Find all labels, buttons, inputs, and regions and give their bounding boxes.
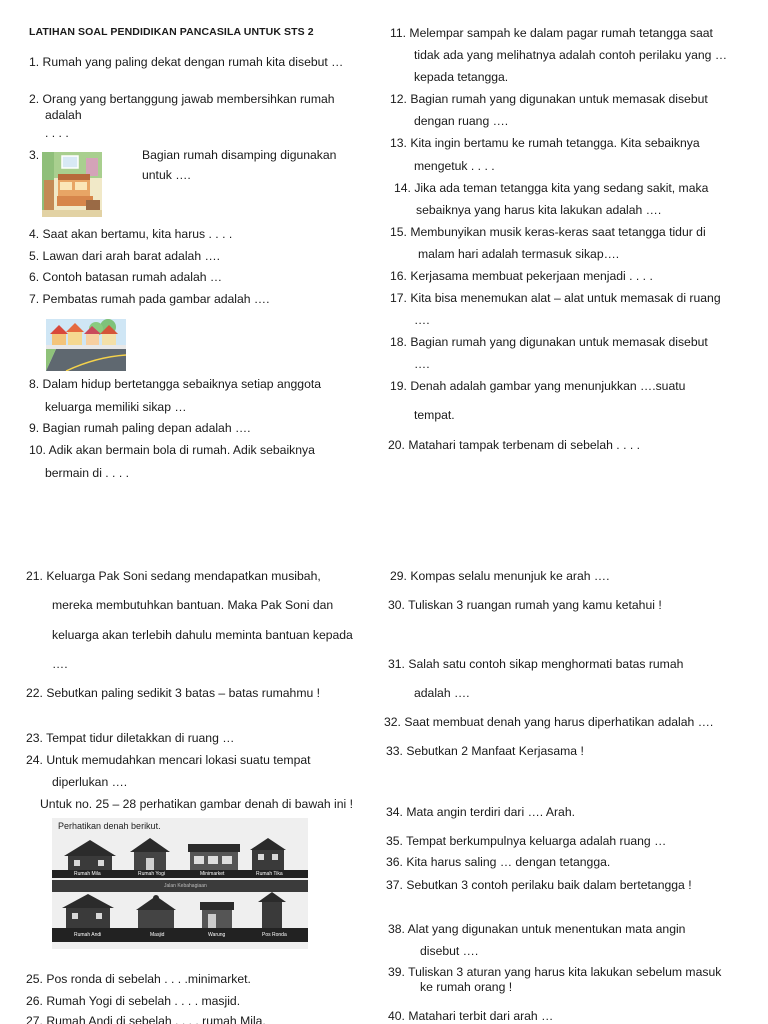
question-25: 25. Pos ronda di sebelah . . . .minimarket. xyxy=(26,972,251,986)
question-6: 6. Contoh batasan rumah adalah … xyxy=(29,270,223,284)
question-14: 14. Jika ada teman tetangga kita yang sedang sakit, maka xyxy=(394,181,709,195)
map-label-minimarket: Minimarket xyxy=(200,871,225,877)
question-37: 37. Sebutkan 3 contoh perilaku baik dalam bertetangga ! xyxy=(386,878,692,892)
question-10: 10. Adik akan bermain bola di rumah. Adik sebaiknya xyxy=(29,443,315,457)
question-7: 7. Pembatas rumah pada gambar adalah …. xyxy=(29,292,270,306)
question-5: 5. Lawan dari arah barat adalah …. xyxy=(29,249,221,263)
question-32: 32. Saat membuat denah yang harus diperhatikan adalah …. xyxy=(384,715,714,729)
question-33: 33. Sebutkan 2 Manfaat Kerjasama ! xyxy=(386,744,584,758)
question-31-cont: adalah …. xyxy=(414,686,470,700)
question-1: 1. Rumah yang paling dekat dengan rumah kita disebut … xyxy=(29,55,344,69)
question-12-cont: dengan ruang …. xyxy=(414,114,509,128)
question-9: 9. Bagian rumah paling depan adalah …. xyxy=(29,421,251,435)
question-2-dots: . . . . xyxy=(45,126,69,140)
question-15-cont: malam hari adalah termasuk sikap…. xyxy=(418,247,620,261)
question-24-cont: diperlukan …. xyxy=(52,775,128,789)
question-3-number: 3. xyxy=(29,148,40,162)
map-label-rumah-andi: Rumah Andi xyxy=(74,932,102,938)
question-36: 36. Kita harus saling … dengan tetangga. xyxy=(386,855,611,869)
houses-fence-picture xyxy=(46,319,126,371)
question-3-cont: untuk …. xyxy=(142,168,191,182)
question-21-cont3: …. xyxy=(52,657,68,671)
question-17-cont: …. xyxy=(414,313,430,327)
question-38: 38. Alat yang digunakan untuk menentukan mata angin xyxy=(388,922,686,936)
map-title: Perhatikan denah berikut. xyxy=(58,821,161,831)
question-24: 24. Untuk memudahkan mencari lokasi suatu tempat xyxy=(26,753,311,767)
question-38-cont: disebut …. xyxy=(420,944,479,958)
question-34: 34. Mata angin terdiri dari …. Arah. xyxy=(386,805,576,819)
question-2-cont: adalah xyxy=(45,108,82,122)
map-label-rumah-tika: Rumah Tika xyxy=(256,871,283,877)
question-23: 23. Tempat tidur diletakkan di ruang … xyxy=(26,731,235,745)
question-4: 4. Saat akan bertamu, kita harus . . . . xyxy=(29,227,233,241)
question-13-cont: mengetuk . . . . xyxy=(414,159,495,173)
map-label-warung: Warung xyxy=(208,932,226,938)
worksheet-title: LATIHAN SOAL PENDIDIKAN PANCASILA UNTUK STS 2 xyxy=(29,26,314,38)
question-11: 11. Melempar sampah ke dalam pagar rumah tetangga saat xyxy=(390,26,713,40)
question-16: 16. Kerjasama membuat pekerjaan menjadi . . . . xyxy=(390,269,653,283)
question-35: 35. Tempat berkumpulnya keluarga adalah ruang … xyxy=(386,834,667,848)
question-2: 2. Orang yang bertanggung jawab membersihkan rumah xyxy=(29,92,335,106)
question-27: 27. Rumah Andi di sebelah . . . . rumah Mila. xyxy=(26,1014,266,1024)
bedroom-picture xyxy=(42,152,102,217)
question-11-cont2: kepada tetangga. xyxy=(414,70,509,84)
question-21-cont: mereka membutuhkan bantuan. Maka Pak Soni dan xyxy=(52,598,334,612)
question-13: 13. Kita ingin bertamu ke rumah tetangga. Kita sebaiknya xyxy=(390,136,700,150)
question-11-cont: tidak ada yang melihatnya adalah contoh perilaku yang … xyxy=(414,48,728,62)
map-instruction: Untuk no. 25 – 28 perhatikan gambar denah di bawah ini ! xyxy=(40,797,354,811)
question-21: 21. Keluarga Pak Soni sedang mendapatkan musibah, xyxy=(26,569,321,583)
question-8: 8. Dalam hidup bertetangga sebaiknya setiap anggota xyxy=(29,377,322,391)
map-label-rumah-yogi: Rumah Yogi xyxy=(138,871,165,877)
question-29: 29. Kompas selalu menunjuk ke arah …. xyxy=(390,569,610,583)
map-label-pos-ronda: Pos Ronda xyxy=(262,932,287,938)
question-21-cont2: keluarga akan terlebih dahulu meminta bantuan kepada xyxy=(52,628,353,642)
question-18-cont: …. xyxy=(414,357,430,371)
question-17: 17. Kita bisa menemukan alat – alat untuk memasak di ruang xyxy=(390,291,721,305)
question-12: 12. Bagian rumah yang digunakan untuk memasak disebut xyxy=(390,92,708,106)
question-39: 39. Tuliskan 3 aturan yang harus kita lakukan sebelum masuk xyxy=(388,965,722,979)
map-street-label: Jalan Kebahagiaan xyxy=(164,883,207,889)
map-label-rumah-mila: Rumah Mila xyxy=(74,871,101,877)
question-30: 30. Tuliskan 3 ruangan rumah yang kamu ketahui ! xyxy=(388,598,662,612)
question-31: 31. Salah satu contoh sikap menghormati batas rumah xyxy=(388,657,684,671)
question-22: 22. Sebutkan paling sedikit 3 batas – batas rumahmu ! xyxy=(26,686,321,700)
question-19: 19. Denah adalah gambar yang menunjukkan ….suatu xyxy=(390,379,686,393)
question-3: Bagian rumah disamping digunakan xyxy=(142,148,337,162)
map-picture xyxy=(52,818,308,949)
question-26: 26. Rumah Yogi di sebelah . . . . masjid. xyxy=(26,994,241,1008)
question-20: 20. Matahari tampak terbenam di sebelah . . . . xyxy=(388,438,641,452)
question-15: 15. Membunyikan musik keras-keras saat tetangga tidur di xyxy=(390,225,706,239)
question-14-cont: sebaiknya yang harus kita lakukan adalah …. xyxy=(416,203,662,217)
question-8-cont: keluarga memiliki sikap … xyxy=(45,400,187,414)
question-10-cont: bermain di . . . . xyxy=(45,466,129,480)
question-39-cont: ke rumah orang ! xyxy=(420,980,513,994)
question-40: 40. Matahari terbit dari arah … xyxy=(388,1009,554,1023)
question-19-cont: tempat. xyxy=(414,408,455,422)
question-18: 18. Bagian rumah yang digunakan untuk memasak disebut xyxy=(390,335,708,349)
map-label-masjid: Masjid xyxy=(150,932,165,938)
